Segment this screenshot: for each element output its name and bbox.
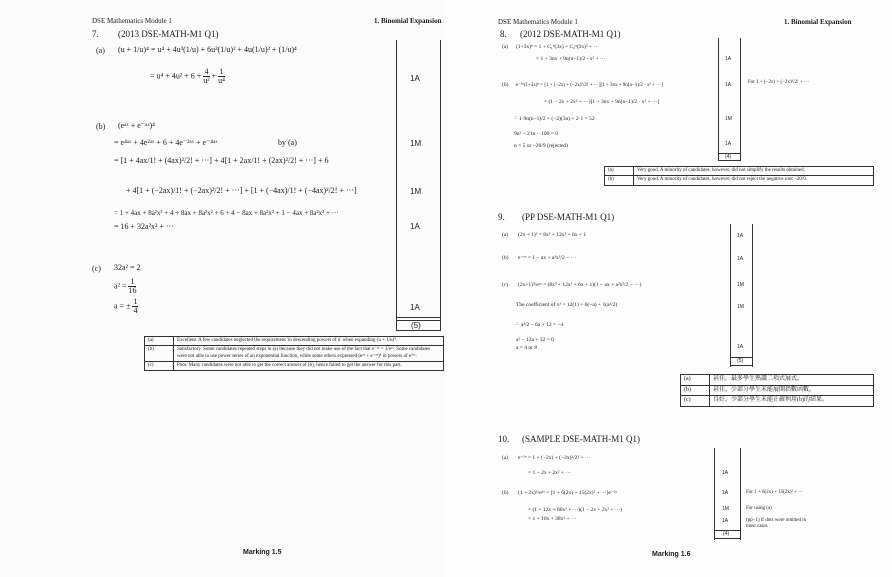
q9-part-a-label: (a)	[502, 232, 509, 238]
q10-marks-right-border	[740, 448, 741, 540]
mark: 1A	[410, 74, 420, 83]
q10-part-b-line-3: = 1 + 10x + 38x² + ···	[528, 516, 577, 522]
comment-label: (a)	[681, 375, 710, 386]
q8-part-b-line-4: 9n² − 21n − 100 = 0	[514, 131, 558, 137]
mark: 1A	[410, 303, 420, 312]
header-topic: 1. Binomial Expansion	[784, 18, 852, 26]
comment-row	[145, 337, 444, 346]
q9-part-c-line-2: The coefficient of x² = 12(1) + 6(−a) + 1(a²/2)	[516, 302, 618, 308]
header-title: DSE Mathematics Module 1	[92, 17, 172, 25]
mark: 1M	[737, 304, 744, 310]
mark: 1A	[722, 518, 729, 524]
q9-comments-table	[680, 374, 874, 407]
mark: 1A	[725, 141, 732, 147]
question-number: 7.	[92, 29, 99, 39]
q9-part-c-line-4: a² − 12a + 32 = 0	[516, 337, 554, 343]
q8-part-b-line-1: e⁻²ˣ(1+3x)ⁿ = [1 + (−2x) + (−2x)²/2! + ···][1 + 3nx + 9n(n−1)/2 · x² + ···]	[516, 83, 663, 88]
part-c-line-2-text: a² =	[114, 281, 127, 291]
q10-number: 10.	[498, 434, 510, 444]
q8-marks-left-border	[718, 38, 719, 161]
comment-row	[145, 361, 444, 370]
q8-part-b-line-5: n = 5 or −20/9 (rejected)	[514, 143, 569, 149]
q9-marks-left-border	[730, 224, 731, 367]
header-title: DSE Mathematics Module 1	[498, 18, 578, 26]
comment-row	[605, 167, 874, 176]
q9-part-c-line-1: (2x+1)³/eᵃˣ = (8x³ + 12x² + 6x + 1)(1 − ax + a²x²/2 − ···)	[518, 282, 642, 288]
q10-part-a-line-2: = 1 − 2x + 2x² + ···	[528, 470, 571, 476]
part-b-line-3: = [1 + 4ax/1! + (4ax)²/2! + ···] + 4[1 + 2ax/1! + (2ax)²/2! + ···] + 6	[114, 156, 329, 165]
q9-part-c-line-5: a = 4 or 8	[516, 345, 538, 351]
q8-comments-table	[604, 166, 874, 186]
part-b-line-2: = e⁴ᵃˣ + 4e²ᵃˣ + 6 + 4e⁻²ᵃˣ + e⁻⁴ᵃˣ	[114, 138, 218, 147]
comment-text: Satisfactory. Some candidates repeated steps in (a) because they did not make use of the fact that e⁻ᵃˣ = 1/eᵃˣ. Some candidates were not able to use power series of an exponential function, while some others expressed (eᵃˣ + e⁻ᵃˣ)⁴ in powers of e²ᵃˣ.	[174, 346, 444, 362]
footer-page-number: Marking 1.5	[243, 549, 282, 556]
q10-part-b-label: (b)	[502, 490, 509, 496]
comment-text: 良好。少部分學生未能正確利用(b)的結果。	[710, 396, 874, 407]
mark: 1M	[737, 282, 744, 288]
q8-part-b-line-2: = (1 − 2x + 2x² + ···)[1 + 3nx + 9n(n−1)/2 · x² + ···]	[544, 99, 660, 105]
comment-label: (a)	[605, 167, 634, 176]
comment-text: 甚佳。最多學生熟識二項式展式。	[710, 375, 874, 386]
comment-text: Excellent. A few candidates neglected the requirement 'in descending powers of u' when expanding (u + 1/u)⁴.	[174, 337, 444, 346]
comment-label: (b)	[145, 346, 174, 362]
mark: 1A	[722, 490, 729, 496]
mark: 1M	[410, 139, 422, 148]
part-b-line-1: (eᵃˣ + e⁻ᵃˣ)⁴	[118, 121, 155, 130]
q10-marking-note: For using (a)	[746, 506, 772, 511]
fraction: $\frac{1}{16}$	[128, 277, 137, 295]
q8-marking-note: For 1 + (−2x) + (−2x)²/2! + ···	[748, 80, 810, 85]
part-c-line-3	[114, 298, 138, 315]
marks-column-left-border	[396, 40, 397, 330]
footer-page-number: Marking 1.6	[652, 551, 691, 558]
comment-row	[605, 176, 874, 185]
part-a-line-2: = u⁴ + 4u² + 6 + $\frac{4}{\text{u²}}$ + $\frac{1}{\text{u⁴}}$	[150, 67, 225, 85]
comment-text: Very good. A minority of candidates, however, did not simplify the results obtained.	[634, 167, 874, 176]
part-c-line-3-text: a = ±	[114, 301, 131, 311]
part-b-line-2-note: by (a)	[278, 138, 297, 147]
q10-marking-note: (pp−1) if dots were omitted in most cases	[746, 518, 807, 529]
mark: 1A	[410, 222, 420, 231]
comment-label: (c)	[145, 361, 174, 370]
q9-number: 9.	[498, 212, 505, 222]
part-c-label: (c)	[92, 264, 101, 273]
fraction: $\frac{1}{4}$	[133, 297, 138, 315]
q9-part-c-line-3: ∴ a²/2 − 6a + 12 = −4	[516, 322, 564, 328]
q9-total: (5)	[737, 358, 744, 364]
q10-total: (4)	[723, 531, 730, 537]
header-topic: 1. Binomial Expansion	[374, 17, 442, 25]
q8-part-b-line-3: ∴ 1·9n(n−1)/2 + (−2)(3n) + 2·1 = 52	[514, 116, 595, 122]
part-b-line-4: + 4[1 + (−2ax)/1! + (−2ax)²/2! + ···] + [1 + (−4ax)/1! + (−4ax)²/2! + ···]	[126, 186, 357, 195]
mark: 1M	[725, 116, 732, 122]
q8-part-a-label: (a)	[502, 44, 509, 50]
comment-row	[145, 346, 444, 362]
mark: 1M	[722, 506, 729, 512]
comment-text: 甚佳。少部分學生未能展開指數函數。	[710, 385, 874, 396]
comment-row	[681, 396, 874, 407]
q8-total: (4)	[725, 154, 732, 160]
comment-label: (b)	[681, 385, 710, 396]
part-c-line-1: 32a² = 2	[114, 263, 141, 272]
q9-marks-right-border	[752, 224, 753, 367]
q10-part-a-line-1: e⁻²ˣ = 1 + (−2x) + (−2x)²/2! + ···	[518, 455, 591, 461]
page-marking-1-6	[446, 0, 892, 577]
total-marks: (5)	[411, 321, 421, 330]
q9-part-a-line: (2x + 1)³ = 8x³ + 12x² + 6x + 1	[518, 232, 587, 238]
part-b-line-5: = 1 + 4ax + 8a²x² + 4 + 8ax + 8a²x² + 6 + 4 − 8ax + 8a²x² + 1 − 4ax + 8a²x² + ···	[114, 209, 339, 217]
q10-marking-note: For 1 + 6(2x) + 15(2x)² + ···	[746, 490, 804, 495]
q8-part-b-label: (b)	[502, 82, 509, 88]
comment-row	[681, 385, 874, 396]
mark: 1M	[410, 187, 422, 196]
mark: 1A	[722, 470, 729, 476]
fraction: $\frac{1}{\text{u⁴}}$	[218, 67, 225, 85]
q8-source: (2012 DSE-MATH-M1 Q1)	[520, 29, 621, 39]
q9-part-b-label: (b)	[502, 255, 509, 261]
q9-part-c-label: (c)	[502, 282, 509, 288]
q8-part-a-line-2: = 1 + 3nx + 9n(n−1)/2 · x² + ···	[536, 56, 606, 62]
total-top-rule	[396, 317, 441, 318]
part-c-line-2	[114, 278, 136, 295]
q10-part-b-line-2: = (1 + 12x + 60x² + ···)(1 − 2x + 2x² + ···)	[528, 507, 623, 513]
q10-source: (SAMPLE DSE-MATH-M1 Q1)	[522, 434, 641, 444]
part-b-label: (b)	[96, 122, 106, 131]
comment-text: Very good. A minority of candidates, however, did not reject the negative root −20/9.	[634, 176, 874, 185]
part-b-line-6: = 16 + 32a²x² + ···	[114, 222, 174, 231]
mark: 1A	[737, 256, 744, 262]
marks-column-right-border	[440, 40, 441, 330]
part-a-label: (a)	[96, 46, 105, 55]
q10-part-b-line-1: (1 + 2x)⁶/e²ˣ = [1 + 6(2x) + 15(2x)² + ···]e⁻²ˣ	[518, 490, 618, 496]
q10-part-a-label: (a)	[502, 455, 509, 461]
comment-label: (b)	[605, 176, 634, 185]
part-a-line-1: (u + 1/u)⁴ = u⁴ + 4u³(1/u) + 6u²(1/u)² + 4u(1/u)³ + (1/u)⁴	[118, 45, 297, 54]
mark: 1A	[737, 233, 744, 239]
comment-label: (a)	[145, 337, 174, 346]
part-a-line-2-text: = u⁴ + 4u² + 6 +	[150, 71, 202, 81]
comment-row	[681, 375, 874, 386]
fraction: $\frac{4}{\text{u²}}$	[203, 67, 210, 85]
comment-label: (c)	[681, 396, 710, 407]
q10-marks-left-border	[714, 448, 715, 540]
q9-part-b-line: e⁻ᵃˣ = 1 − ax + a²x²/2 − ···	[518, 255, 577, 261]
q8-part-a-line-1: (1+3x)ⁿ = 1 + C₁ⁿ(3x) + C₂ⁿ(3x)² + ···	[516, 44, 600, 50]
question-source: (2013 DSE-MATH-M1 Q1)	[118, 29, 219, 39]
mark: 1A	[737, 344, 744, 350]
examiner-comments-table	[144, 336, 444, 371]
mark: 1A	[725, 82, 732, 88]
q8-marks-right-border	[740, 38, 741, 161]
q8-number: 8.	[500, 29, 507, 39]
comment-text: Poor. Many candidates were not able to get the correct answer of (b), hence failed to get the answer for this part.	[174, 361, 444, 370]
mark: 1A	[725, 56, 732, 62]
q9-source: (PP DSE-MATH-M1 Q1)	[522, 212, 615, 222]
